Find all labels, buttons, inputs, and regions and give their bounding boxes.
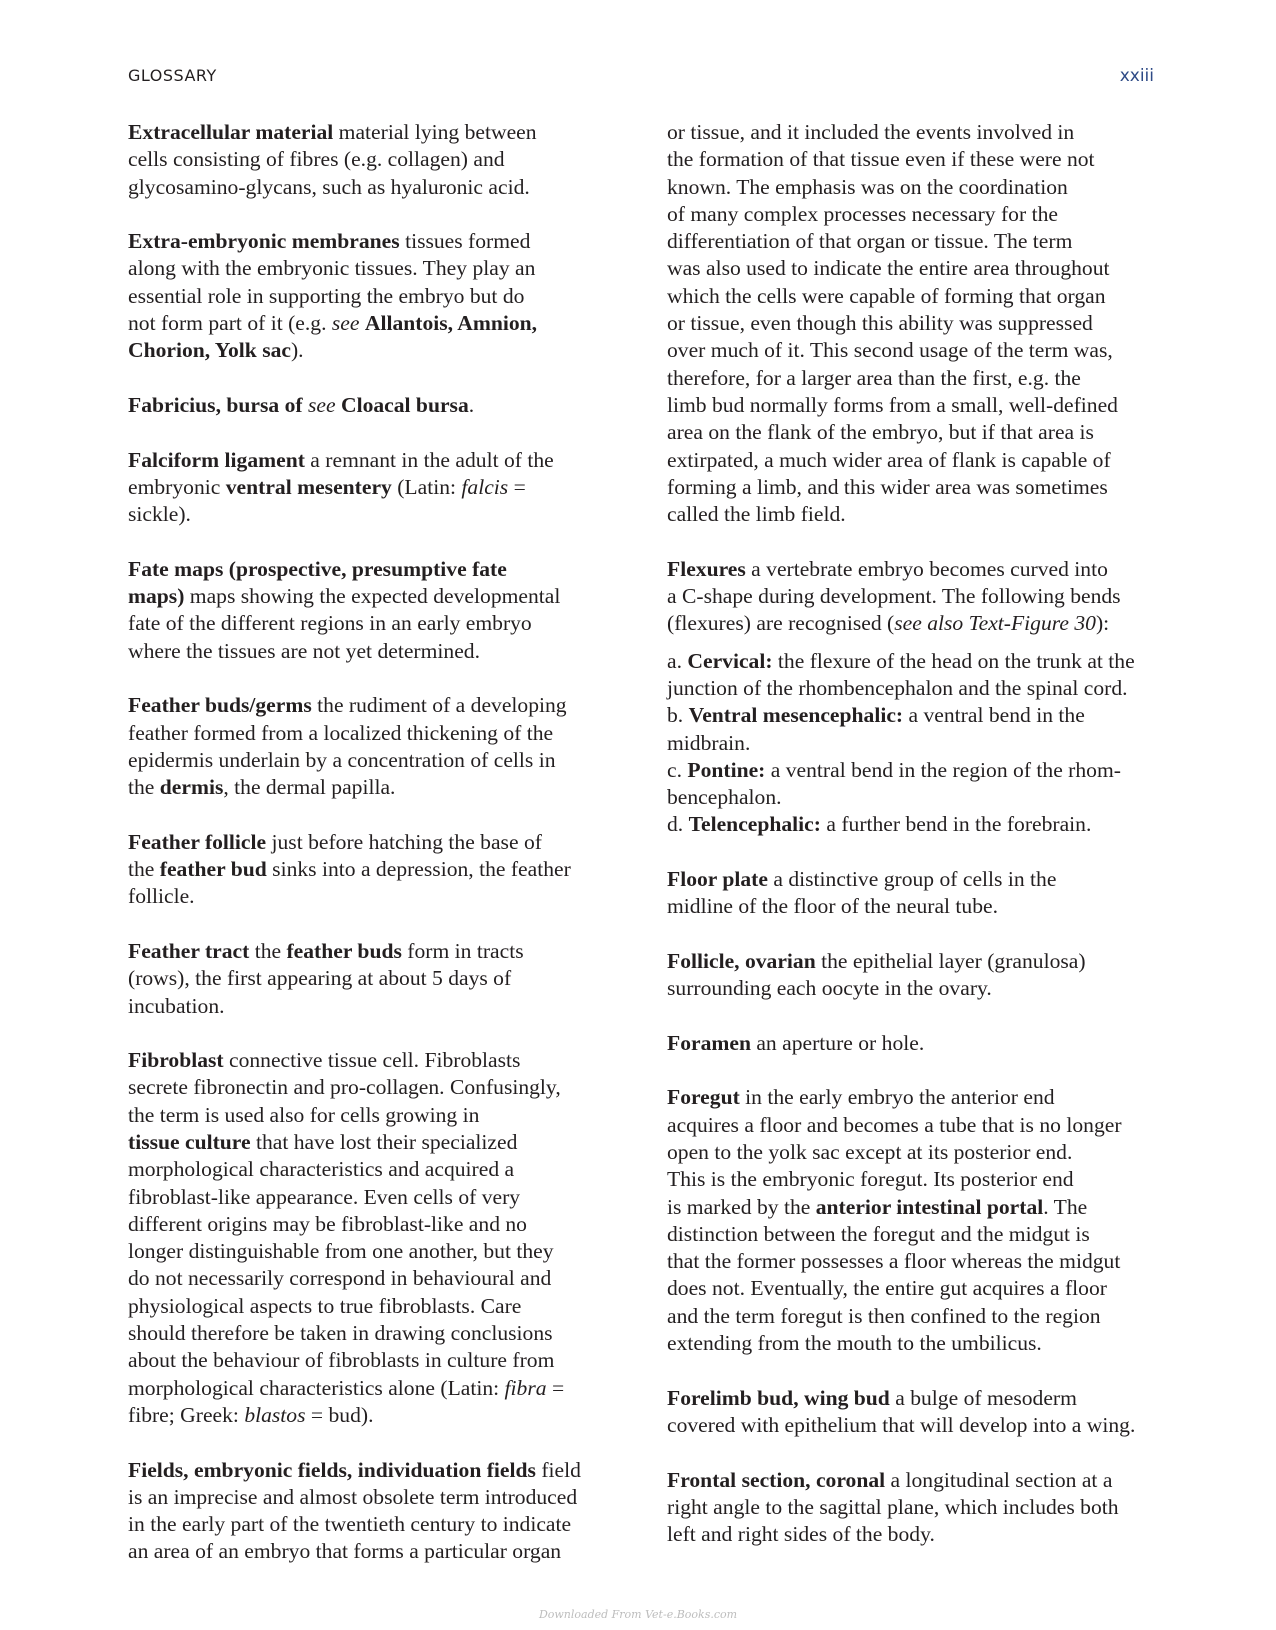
definition-text: should therefore be taken in drawing conclusions (128, 1321, 553, 1346)
definition-text: , the dermal papilla. (223, 775, 396, 800)
term-bold: Feather buds/germs (128, 693, 312, 718)
entry-line (667, 228, 1187, 255)
entry-line (128, 1156, 628, 1183)
entry-line (128, 829, 628, 856)
term-bold: Fibroblast (128, 1048, 224, 1073)
entry-line (128, 337, 628, 364)
definition-text: a further bend in the forebrain. (820, 812, 1092, 837)
entry-line (128, 1484, 628, 1511)
term-bold: Fields, embryonic fields, individuation fields (128, 1457, 536, 1482)
entry-line (128, 774, 628, 801)
term-bold: Foregut (667, 1085, 740, 1110)
glossary-entry (128, 119, 628, 201)
glossary-entry (667, 556, 1187, 638)
definition-text: an area of an embryo that forms a particular organ (128, 1539, 562, 1564)
term-bold: feather bud (159, 857, 267, 882)
entry-line (667, 648, 1187, 675)
entry-line (667, 201, 1187, 228)
definition-text: or tissue, and it included the events involved in (667, 120, 1075, 144)
entry-line (667, 501, 1187, 528)
glossary-entry (128, 1047, 628, 1429)
definition-text: midline of the floor of the neural tube. (667, 894, 999, 919)
definition-text: where the tissues are not yet determined. (128, 638, 480, 663)
entry-line (667, 757, 1187, 784)
term-bold: Chorion, Yolk sac (128, 338, 291, 363)
definition-text: do not necessarily correspond in behavioural and (128, 1266, 552, 1291)
entry-line (128, 1402, 628, 1429)
entry-line (128, 993, 628, 1020)
glossary-entry (128, 447, 628, 529)
entry-line (667, 1303, 1187, 1330)
term-bold: Cloacal bursa (340, 392, 469, 417)
definition-text: right angle to the sagittal plane, which includes both (667, 1494, 1119, 1519)
definition-text: d. (667, 812, 689, 837)
definition-text: just before hatching the base of (266, 829, 542, 854)
definition-text: morphological characteristics alone (Latin: (128, 1375, 505, 1400)
entry-line (128, 1265, 628, 1292)
page-number: xxiii (1119, 66, 1154, 86)
definition-text: form in tracts (401, 938, 524, 963)
definition-text: acquires a floor and becomes a tube that is no longer (667, 1112, 1122, 1137)
definition-text: = (508, 474, 526, 499)
glossary-left-column (128, 119, 628, 1593)
definition-text: the flexure of the head on the trunk at the (772, 648, 1135, 673)
entry-line (667, 1412, 1187, 1439)
definition-text: therefore, for a larger area than the first, e.g. the (667, 365, 1081, 390)
definition-text: essential role in supporting the embryo but do (128, 283, 525, 308)
entry-line (128, 1074, 628, 1101)
definition-text: a C-shape during development. The following bends (667, 584, 1121, 609)
download-watermark: Downloaded From Vet-e.Books.com (538, 1608, 738, 1621)
definition-text: area on the flank of the embryo, but if that area is (667, 420, 1094, 445)
definition-text: extending from the mouth to the umbilicus. (667, 1331, 1042, 1356)
entry-line (128, 747, 628, 774)
definition-text: morphological characteristics and acquired a (128, 1157, 515, 1182)
definition-text: the (249, 938, 287, 963)
term-bold: Fabricius, bursa of (128, 392, 303, 417)
glossary-entry (128, 392, 628, 419)
definition-text: covered with epithelium that will develop into a wing. (667, 1412, 1136, 1437)
glossary-entry (128, 1457, 628, 1566)
term-bold: dermis (159, 775, 224, 800)
entry-line (667, 1221, 1187, 1248)
entry-line (667, 811, 1187, 838)
definition-text: . (468, 392, 475, 417)
entry-line (128, 447, 628, 474)
entry-line (667, 1521, 1187, 1548)
entry-line (667, 948, 1187, 975)
definition-text: (Latin: (391, 474, 462, 499)
definition-text: differentiation of that organ or tissue. The term (667, 229, 1073, 254)
entry-line (128, 883, 628, 910)
term-bold: Extra-embryonic membranes (128, 229, 400, 254)
entry-line (667, 1330, 1187, 1357)
term-bold: Feather tract (128, 938, 250, 963)
entry-line (667, 1385, 1187, 1412)
definition-text: ). (290, 338, 304, 363)
glossary-entry (667, 119, 1187, 528)
entry-line (667, 1248, 1187, 1275)
term-bold: tissue culture (128, 1129, 251, 1154)
definition-text: c. (667, 757, 688, 782)
definition-text: incubation. (128, 993, 225, 1018)
term-italic: fibra (504, 1375, 547, 1400)
definition-text: the formation of that tissue even if these were not (667, 147, 1095, 172)
definition-text: a vertebrate embryo becomes curved into (745, 556, 1108, 581)
term-bold: Flexures (667, 556, 746, 581)
entry-line (667, 119, 1187, 146)
entry-line (128, 501, 628, 528)
entry-line (667, 1084, 1187, 1111)
entry-line (667, 610, 1187, 637)
entry-line (667, 1139, 1187, 1166)
definition-text: along with the embryonic tissues. They play an (128, 256, 536, 281)
definition-text: forming a limb, and this wider area was sometimes (667, 474, 1108, 499)
entry-line (667, 1194, 1187, 1221)
term-bold: Telencephalic: (688, 812, 821, 837)
definition-text: an aperture or hole. (750, 1030, 925, 1055)
definition-text: follicle. (128, 884, 195, 909)
definition-text: the (128, 857, 160, 882)
running-header-title: GLOSSARY (128, 66, 217, 85)
glossary-entry (667, 648, 1187, 839)
definition-text: secrete fibronectin and pro-collagen. Confusingly, (128, 1075, 561, 1100)
definition-text: the term is used also for cells growing in (128, 1102, 480, 1127)
definition-text: ): (1095, 611, 1110, 636)
entry-line (128, 610, 628, 637)
entry-line (128, 1538, 628, 1565)
definition-text: does not. Eventually, the entire gut acquires a floor (667, 1276, 1107, 1301)
entry-line (667, 702, 1187, 729)
entry-line (128, 1347, 628, 1374)
entry-line (128, 119, 628, 146)
definition-text: midbrain. (667, 730, 751, 755)
entry-line (667, 1030, 1187, 1057)
glossary-entry (128, 692, 628, 801)
entry-line (128, 1375, 628, 1402)
definition-text: the (128, 775, 160, 800)
entry-line (128, 1184, 628, 1211)
entry-line (128, 692, 628, 719)
entry-line (128, 228, 628, 255)
definition-text: a. (667, 648, 688, 673)
definition-text: sickle). (128, 502, 191, 527)
definition-text: or tissue, even though this ability was suppressed (667, 311, 1093, 336)
definition-text: that the former possesses a floor whereas the midgut (667, 1249, 1121, 1274)
entry-line (667, 337, 1187, 364)
definition-text: over much of it. This second usage of the term was, (667, 338, 1113, 363)
definition-text: that have lost their specialized (250, 1129, 518, 1154)
definition-text: about the behaviour of fibroblasts in culture from (128, 1348, 555, 1373)
definition-text: different origins may be fibroblast-like and no (128, 1211, 527, 1236)
glossary-entry (667, 1030, 1187, 1057)
term-bold: anterior intestinal portal (815, 1194, 1044, 1219)
entry-line (667, 474, 1187, 501)
entry-line (667, 419, 1187, 446)
definition-text: the epithelial layer (granulosa) (815, 948, 1086, 973)
term-italic: see (331, 311, 360, 336)
entry-line (667, 255, 1187, 282)
glossary-entry (667, 1467, 1187, 1549)
term-bold: Floor plate (667, 867, 768, 892)
entry-line (667, 365, 1187, 392)
entry-line (667, 675, 1187, 702)
entry-line (128, 720, 628, 747)
entry-line (667, 1467, 1187, 1494)
entry-line (128, 310, 628, 337)
definition-text: fibroblast-like appearance. Even cells of very (128, 1184, 521, 1209)
entry-line (667, 556, 1187, 583)
term-bold: Foramen (667, 1030, 751, 1055)
definition-text: which the cells were capable of forming that organ (667, 283, 1106, 308)
entry-line (128, 283, 628, 310)
definition-text: connective tissue cell. Fibroblasts (223, 1048, 521, 1073)
entry-line (128, 255, 628, 282)
term-bold: Follicle, ovarian (667, 948, 816, 973)
definition-text: a ventral bend in the (903, 703, 1085, 728)
definition-text: surrounding each oocyte in the ovary. (667, 976, 992, 1001)
definition-text: left and right sides of the body. (667, 1522, 935, 1547)
definition-text: This is the embryonic foregut. Its posterior end (667, 1167, 1074, 1192)
definition-text: a distinctive group of cells in the (767, 867, 1057, 892)
definition-text: epidermis underlain by a concentration of cells in (128, 747, 556, 772)
definition-text: physiological aspects to true fibroblasts. Care (128, 1293, 522, 1318)
term-bold: Allantois, Amnion, (364, 311, 538, 336)
definition-text: and the term foregut is then confined to the region (667, 1303, 1101, 1328)
entry-line (128, 938, 628, 965)
definition-text: known. The emphasis was on the coordination (667, 174, 1068, 199)
definition-text: called the limb field. (667, 502, 846, 527)
definition-text: is marked by the (667, 1194, 816, 1219)
entry-line (128, 1320, 628, 1347)
entry-line (667, 447, 1187, 474)
term-bold: Extracellular material (128, 120, 334, 144)
definition-text: fate of the different regions in an early embryo (128, 611, 532, 636)
term-bold: maps) (128, 584, 185, 609)
entry-line (667, 310, 1187, 337)
definition-text: in the early embryo the anterior end (739, 1085, 1055, 1110)
term-bold: Pontine: (687, 757, 766, 782)
entry-line (128, 856, 628, 883)
entry-line (128, 1129, 628, 1156)
definition-text: the rudiment of a developing (311, 693, 567, 718)
definition-text: maps showing the expected developmental (184, 584, 561, 609)
glossary-entry (128, 556, 628, 665)
term-bold: Ventral mesencephalic: (688, 703, 904, 728)
entry-line (667, 730, 1187, 757)
entry-line (667, 392, 1187, 419)
entry-line (667, 583, 1187, 610)
definition-text: open to the yolk sac except at its posterior end. (667, 1139, 1073, 1164)
glossary-entry (128, 228, 628, 364)
term-italic: see (307, 392, 336, 417)
definition-text: longer distinguishable from one another, but they (128, 1239, 554, 1264)
term-bold: Frontal section, coronal (667, 1467, 886, 1492)
glossary-entry (667, 866, 1187, 921)
glossary-entry (128, 829, 628, 911)
definition-text: a bulge of mesoderm (889, 1385, 1077, 1410)
definition-text: tissues formed (399, 229, 531, 254)
term-italic: see also Text-Figure 30 (894, 611, 1096, 636)
entry-line (128, 1293, 628, 1320)
definition-text: . The (1043, 1194, 1088, 1219)
definition-text: in the early part of the twentieth century to indicate (128, 1512, 572, 1537)
definition-text: limb bud normally forms from a small, well-defined (667, 392, 1118, 417)
entry-line (667, 784, 1187, 811)
entry-line (667, 174, 1187, 201)
definition-text: not form part of it (e.g. (128, 311, 332, 336)
entry-line (667, 1494, 1187, 1521)
entry-line (667, 1166, 1187, 1193)
entry-line (667, 893, 1187, 920)
definition-text: sinks into a depression, the feather (266, 857, 571, 882)
definition-text: material lying between (333, 120, 537, 144)
glossary-entry (128, 938, 628, 1020)
definition-text: b. (667, 703, 689, 728)
entry-line (128, 638, 628, 665)
term-bold: Fate maps (prospective, presumptive fate (128, 556, 507, 581)
definition-text: bencephalon. (667, 785, 782, 810)
glossary-entry (667, 1385, 1187, 1440)
definition-text: distinction between the foregut and the midgut is (667, 1221, 1090, 1246)
entry-line (128, 392, 628, 419)
entry-line (128, 1102, 628, 1129)
definition-text: embryonic (128, 474, 226, 499)
entry-line (667, 1275, 1187, 1302)
definition-text: junction of the rhombencephalon and the spinal cord. (667, 675, 1128, 700)
definition-text: cells consisting of fibres (e.g. collagen) and (128, 147, 505, 172)
entry-line (128, 1457, 628, 1484)
definition-text: (rows), the first appearing at about 5 days of (128, 966, 512, 991)
definition-text: = (546, 1375, 565, 1400)
definition-text: (flexures) are recognised ( (667, 611, 895, 636)
definition-text: is an imprecise and almost obsolete term introduced (128, 1484, 578, 1509)
definition-text: was also used to indicate the entire area throughout (667, 256, 1110, 281)
term-bold: Falciform ligament (128, 447, 305, 472)
entry-line (667, 283, 1187, 310)
term-bold: Cervical: (687, 648, 773, 673)
glossary-right-column (667, 119, 1187, 1576)
entry-line (667, 866, 1187, 893)
entry-line (128, 174, 628, 201)
entry-line (667, 1112, 1187, 1139)
glossary-entry (667, 1084, 1187, 1357)
entry-line (667, 975, 1187, 1002)
entry-line (128, 556, 628, 583)
entry-line (128, 474, 628, 501)
definition-text: = bud). (305, 1402, 374, 1427)
term-italic: falcis (461, 474, 509, 499)
definition-text: extirpated, a much wider area of flank is capable of (667, 447, 1111, 472)
entry-line (128, 583, 628, 610)
term-bold: Feather follicle (128, 829, 267, 854)
entry-line (128, 1511, 628, 1538)
definition-text: of many complex processes necessary for the (667, 201, 1058, 226)
entry-line (128, 1047, 628, 1074)
definition-text: feather formed from a localized thickening of the (128, 720, 554, 745)
term-bold: feather buds (286, 938, 402, 963)
definition-text: a remnant in the adult of the (304, 447, 554, 472)
term-bold: ventral mesentery (225, 474, 392, 499)
term-bold: Forelimb bud, wing bud (667, 1385, 890, 1410)
definition-text: a ventral bend in the region of the rhom- (765, 757, 1121, 782)
definition-text: fibre; Greek: (128, 1402, 245, 1427)
definition-text: field (535, 1457, 581, 1482)
entry-line (128, 1238, 628, 1265)
entry-line (128, 1211, 628, 1238)
term-italic: blastos (244, 1402, 306, 1427)
entry-line (128, 146, 628, 173)
definition-text: a longitudinal section at a (885, 1467, 1113, 1492)
entry-line (667, 146, 1187, 173)
definition-text: glycosamino-glycans, such as hyaluronic acid. (128, 174, 530, 199)
glossary-entry (667, 948, 1187, 1003)
entry-line (128, 965, 628, 992)
